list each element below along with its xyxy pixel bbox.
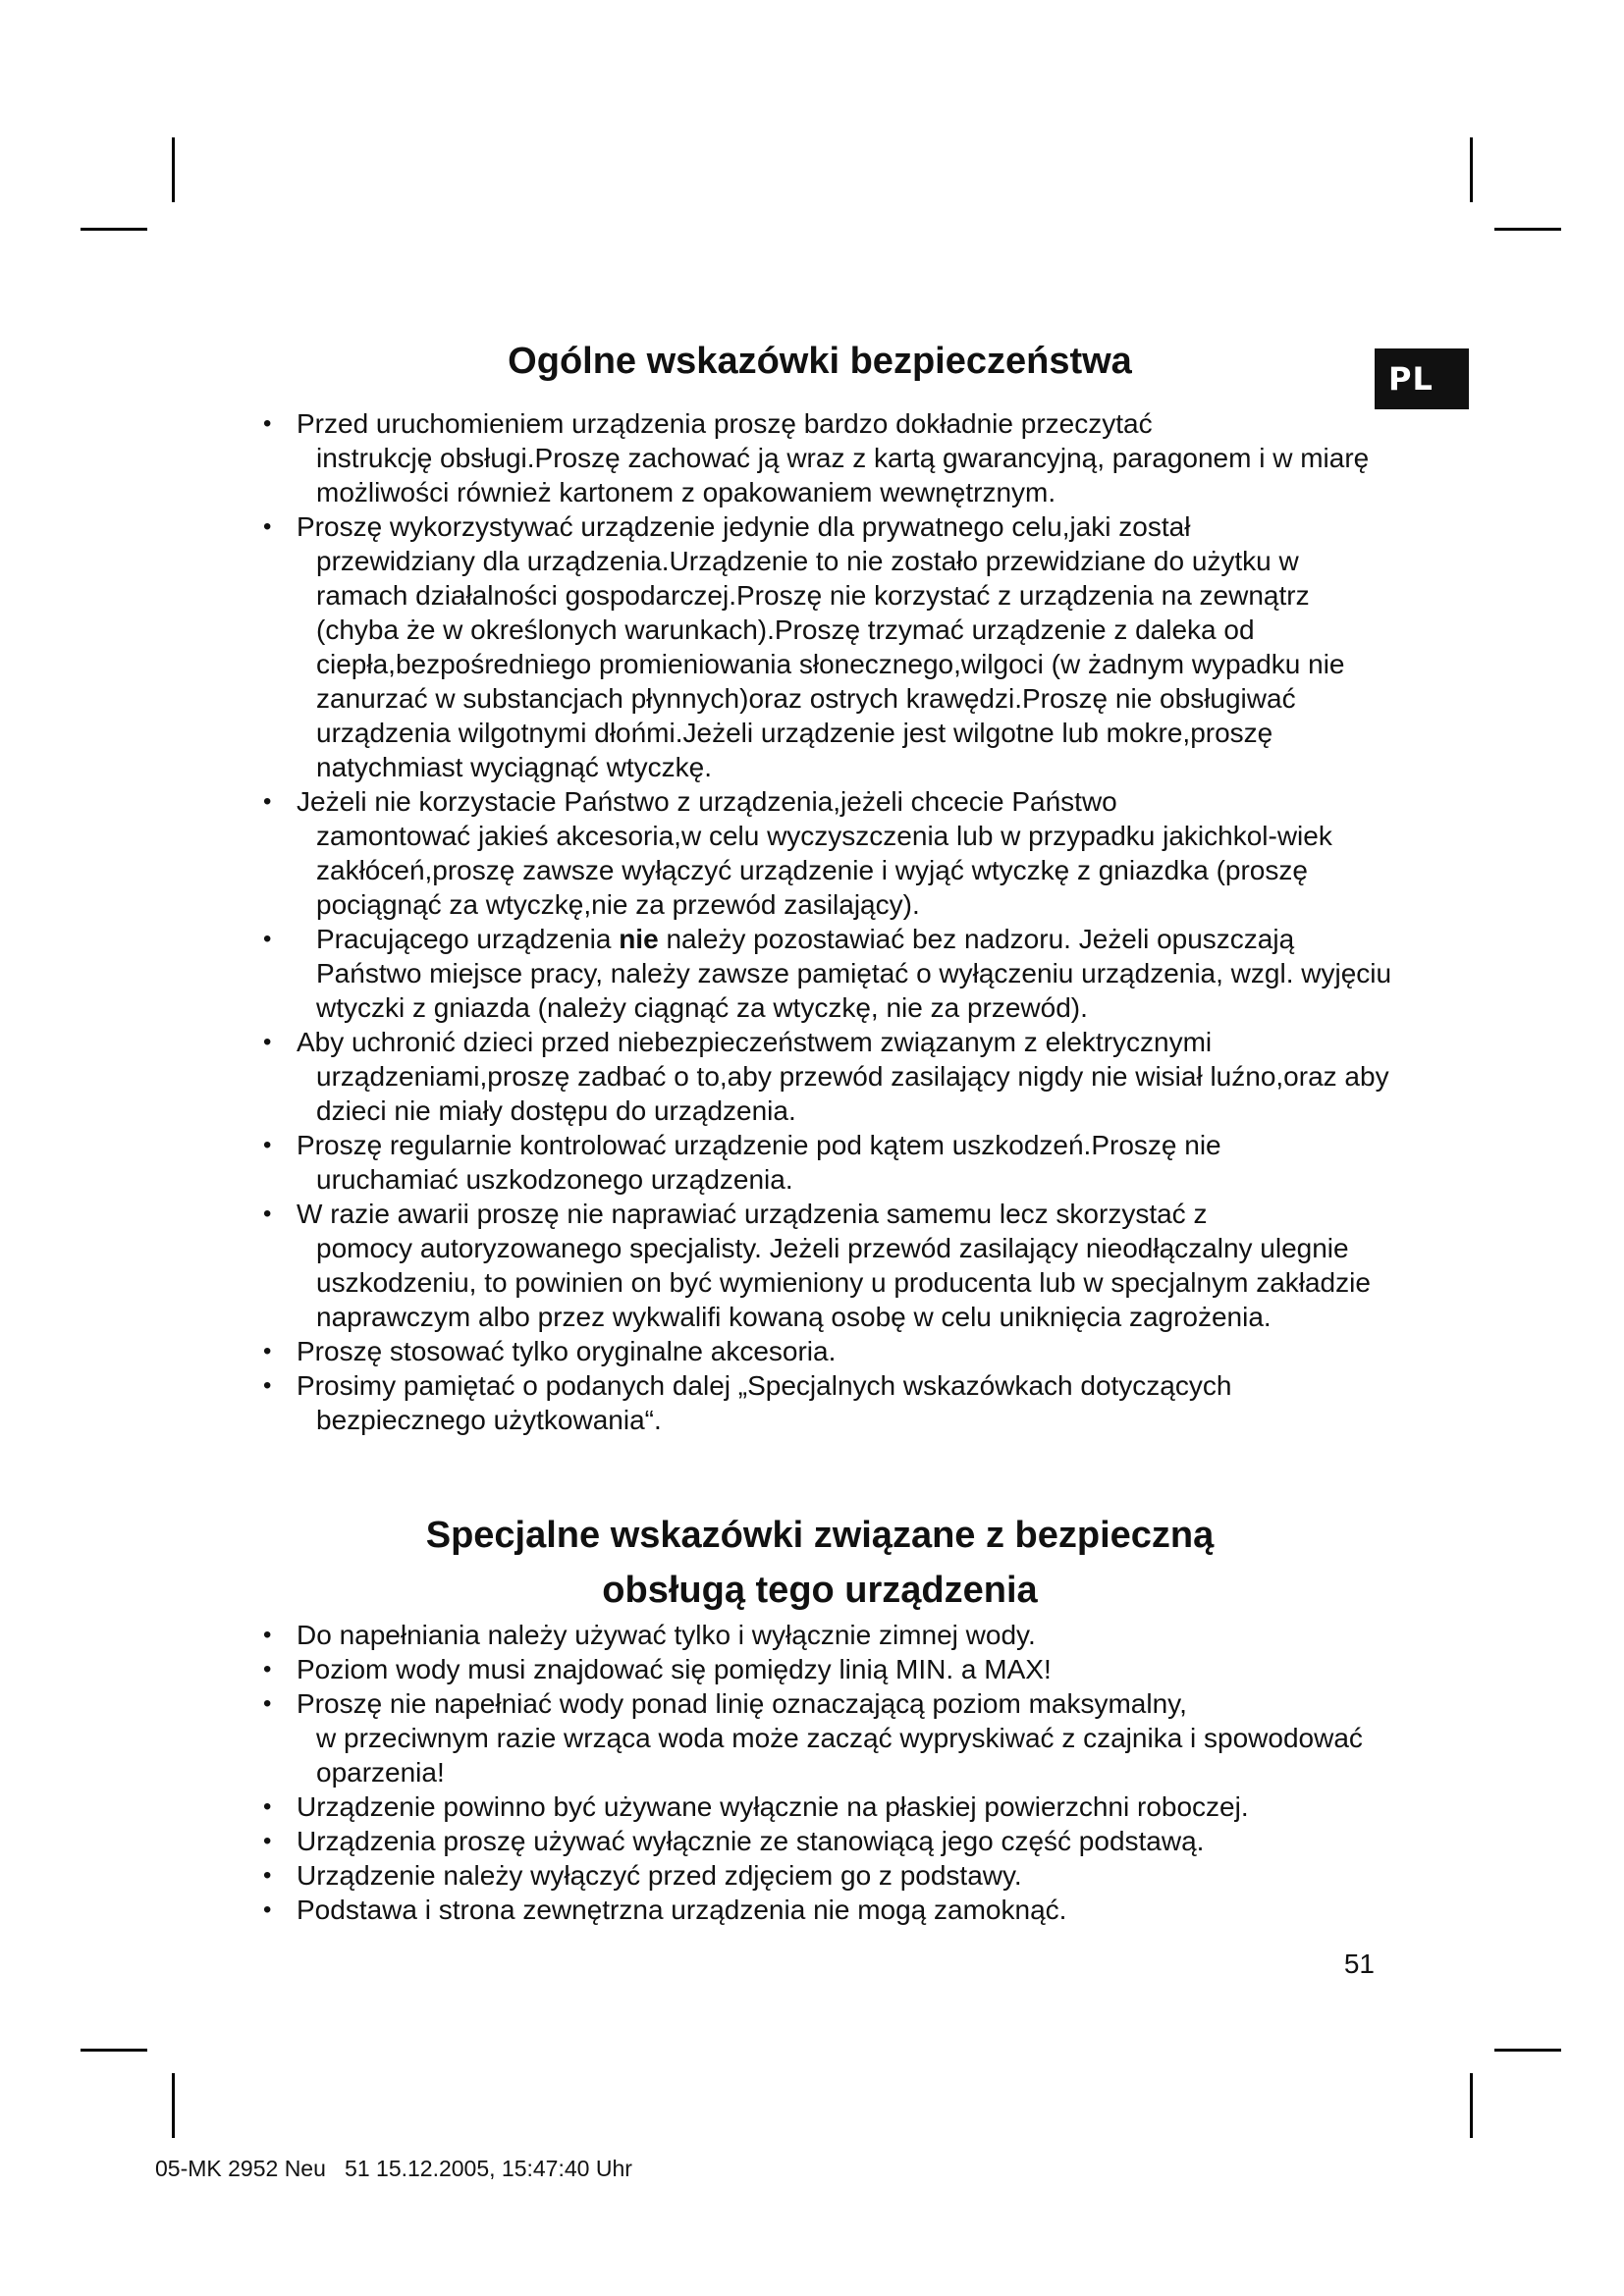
- list-item: [263, 406, 1392, 509]
- list-item: [263, 1686, 1392, 1789]
- crop-mark-bottom-right-vertical: [1470, 2073, 1473, 2138]
- item-first-line: • Przed uruchomieniem urządzenia proszę bardzo dokładnie przeczytać: [297, 408, 1153, 439]
- item-first-line: • Urządzenie powinno być używane wyłącznie na płaskiej powierzchni roboczej.: [297, 1791, 1249, 1822]
- item-first-line: • W razie awarii proszę nie naprawiać urządzenia samemu lecz skorzystać z: [297, 1199, 1208, 1229]
- crop-mark-top-right-horizontal: [1494, 228, 1561, 231]
- crop-mark-bottom-left-vertical: [172, 2073, 175, 2138]
- item-continuation: zamontować jakieś akcesoria,w celu wyczyszczenia lub w przypadku jakichkol-wiek zakłóceń,proszę zawsze wyłączyć urządzenie i wyjąć wtyczkę z gniazdka (proszę pociągnąć za wtyczkę,nie za przewód zasilający).: [316, 821, 1332, 920]
- item-first-line: • Poziom wody musi znajdować się pomiędzy linią MIN. a MAX!: [297, 1654, 1052, 1684]
- item-continuation: w przeciwnym razie wrząca woda może zacząć wypryskiwać z czajnika i spowodować oparzenia!: [316, 1723, 1363, 1788]
- item-first-line: • Urządzenie należy wyłączyć przed zdjęciem go z podstawy.: [297, 1860, 1022, 1891]
- item-first-line: • Urządzenia proszę używać wyłącznie ze stanowiącą jego część podstawą.: [297, 1826, 1205, 1856]
- list-item: [263, 1334, 1392, 1368]
- item-first-line: • Podstawa i strona zewnętrzna urządzenia nie mogą zamoknąć.: [297, 1895, 1067, 1925]
- list-item: [263, 1197, 1392, 1334]
- list-item: [263, 1824, 1392, 1858]
- item-first-line: • Proszę nie napełniać wody ponad linię oznaczającą poziom maksymalny,: [297, 1688, 1187, 1719]
- item-continuation: pomocy autoryzowanego specjalisty. Jeżeli przewód zasilający nieodłączalny ulegnie uszkodzeniu, to powinien on być wymieniony u producenta lub w specjalnym zakładzie naprawczym albo przez wykwalifi kowaną osobę w celu uniknięcia zagrożenia.: [316, 1233, 1371, 1332]
- item-continuation: urządzeniami,proszę zadbać o to,aby przewód zasilający nigdy nie wisiał luźno,oraz aby dzieci nie miały dostępu do urządzenia.: [316, 1061, 1389, 1126]
- list-item: [263, 1025, 1392, 1128]
- item-first-line: [297, 922, 1392, 956]
- list-item: [263, 1893, 1392, 1927]
- list-item: [263, 509, 1392, 784]
- item-first-line: • Aby uchronić dzieci przed niebezpieczeństwem związanym z elektrycznymi: [297, 1027, 1213, 1057]
- item-continuation: przewidziany dla urządzenia.Urządzenie to nie zostało przewidziane do użytku w ramach działalności gospodarczej.Proszę nie korzystać z urządzenia na zewnątrz (chyba że w określonych warunkach).Proszę trzymać urządzenie z daleka od ciepła,bezpośredniego promieniowania słonecznego,wilgoci (w żadnym wypadku nie zanurzać w substancjach płynnych)oraz ostrych krawędzi.Proszę nie obsługiwać urządzenia wilgotnymi dłońmi.Jeżeli urządzenie jest wilgotne lub mokre,proszę natychmiast wyciągnąć wtyczkę.: [316, 546, 1345, 782]
- item-first-line: • Proszę regularnie kontrolować urządzenie pod kątem uszkodzeń.Proszę nie: [297, 1130, 1221, 1160]
- general-safety-list: [263, 406, 1392, 1437]
- special-safety-list: [263, 1618, 1392, 1927]
- item-continuation: uruchamiać uszkodzonego urządzenia.: [316, 1164, 793, 1195]
- crop-mark-bottom-left-horizontal: [81, 2049, 147, 2052]
- crop-mark-top-left-horizontal: [81, 228, 147, 231]
- page-number: 51: [1343, 1949, 1375, 1979]
- item-first-line: • Prosimy pamiętać o podanych dalej „Specjalnych wskazówkach dotyczących: [297, 1370, 1232, 1401]
- item-first-line: • Do napełniania należy używać tylko i wyłącznie zimnej wody.: [297, 1620, 1036, 1650]
- print-footer: 05-MK 2952 Neu 51 15.12.2005, 15:47:40 Uhr: [155, 2156, 632, 2181]
- crop-mark-top-right-vertical: [1470, 137, 1473, 202]
- item-first-line: • Proszę wykorzystywać urządzenie jedynie dla prywatnego celu,jaki został: [297, 511, 1191, 542]
- section-title-special-safety: [255, 1508, 1384, 1618]
- item-text-part: należy pozostawiać bez nadzoru. Jeżeli opuszczają: [658, 924, 1295, 954]
- section-title-general-safety: Ogólne wskazówki bezpieczeństwa: [508, 341, 1132, 382]
- crop-mark-top-left-vertical: [172, 137, 175, 202]
- item-first-line: • Jeżeli nie korzystacie Państwo z urządzenia,jeżeli chcecie Państwo: [297, 786, 1117, 817]
- item-first-line: • Proszę stosować tylko oryginalne akcesoria.: [297, 1336, 837, 1366]
- section-title-line: Specjalne wskazówki związane z bezpieczną: [425, 1515, 1215, 1556]
- list-item: [263, 1128, 1392, 1197]
- item-continuation: bezpiecznego użytkowania“.: [316, 1405, 662, 1435]
- list-item: [263, 784, 1392, 922]
- crop-mark-bottom-right-horizontal: [1494, 2049, 1561, 2052]
- list-item: [263, 1618, 1392, 1652]
- list-item: [263, 1858, 1392, 1893]
- item-continuation: Państwo miejsce pracy, należy zawsze pamiętać o wyłączeniu urządzenia, wzgl. wyjęciu wtyczki z gniazda (należy ciągnąć za wtyczkę, nie za przewód).: [316, 958, 1392, 1023]
- list-item: [263, 1789, 1392, 1824]
- item-text-part: Pracującego urządzenia: [316, 924, 620, 954]
- list-item: [263, 1368, 1392, 1437]
- emphasis-word: nie: [619, 924, 659, 954]
- item-continuation: instrukcję obsługi.Proszę zachować ją wraz z kartą gwarancyjną, paragonem i w miarę możliwości również kartonem z opakowaniem wewnętrznym.: [316, 443, 1370, 507]
- section-title-line: obsługą tego urządzenia: [602, 1570, 1038, 1611]
- list-item: [263, 922, 1392, 1025]
- language-tab: PL: [1375, 348, 1469, 409]
- list-item: [263, 1652, 1392, 1686]
